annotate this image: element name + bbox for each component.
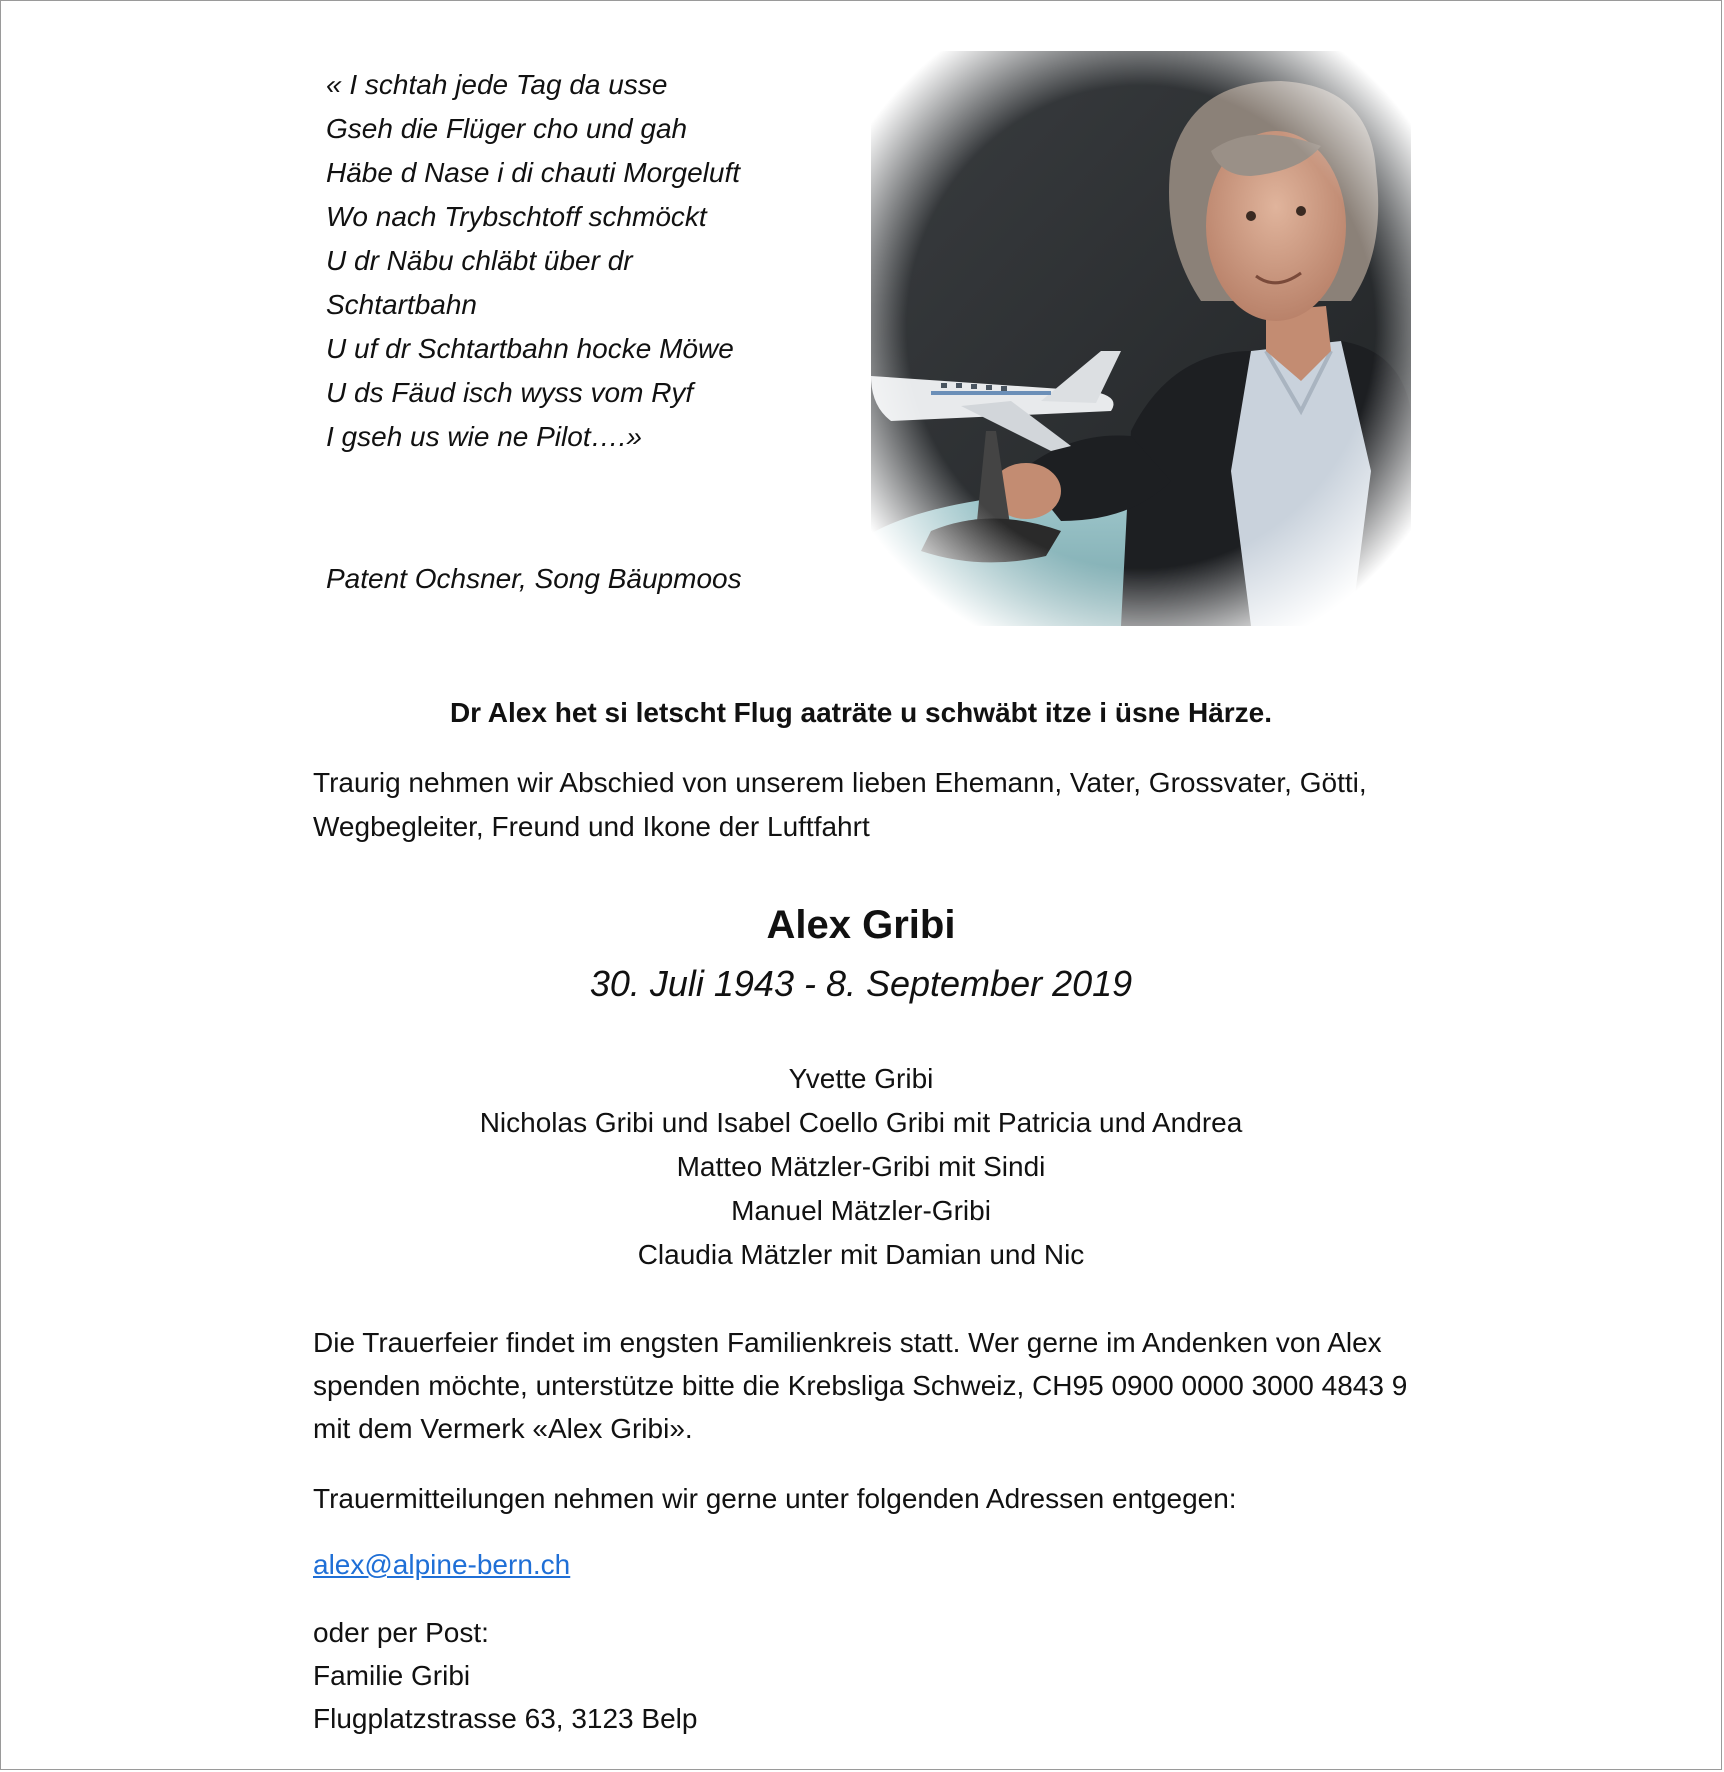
headline: Dr Alex het si letscht Flug aaträte u schwäbt itze i üsne Härze.: [449, 697, 1273, 728]
post-label: oder per Post:: [313, 1617, 489, 1648]
poem-line: U dr Näbu chläbt über dr: [326, 245, 633, 276]
poem-line: Häbe d Nase i di chauti Morgeluft: [326, 157, 740, 188]
family-member: Yvette Gribi: [788, 1063, 934, 1094]
family-member: Manuel Mätzler-Gribi: [731, 1195, 991, 1226]
poem-line: « I schtah jede Tag da usse: [326, 69, 668, 100]
family-member: Claudia Mätzler mit Damian und Nic: [637, 1239, 1085, 1270]
poem-line: Schtartbahn: [326, 289, 477, 320]
condolences-text: Trauermitteilungen nehmen wir gerne unter folgenden Adressen entgegen:: [313, 1483, 1237, 1514]
life-dates: 30. Juli 1943 - 8. September 2019: [589, 963, 1133, 1004]
intro-text: Traurig nehmen wir Abschied von unserem lieben Ehemann, Vater, Grossvater, Götti, Wegbegleiter, Freund und Ikone der Luftfahrt: [313, 767, 1367, 842]
poem-line: U ds Fäud isch wyss vom Ryf: [326, 377, 694, 408]
post-address: Flugplatzstrasse 63, 3123 Belp: [313, 1703, 698, 1734]
ceremony-text: Die Trauerfeier findet im engsten Familienkreis statt. Wer gerne im Andenken von Alex spenden möchte, unterstütze bitte die Krebsliga Schweiz, CH95 0900 0000 3000 4843 9 mit dem Vermerk «Alex Gribi».: [313, 1327, 1408, 1444]
family-list: [1, 1057, 1721, 1277]
poem-line: I gseh us wie ne Pilot….»: [326, 421, 642, 452]
poem-line: Gseh die Flüger cho und gah: [326, 113, 688, 144]
poem-attribution: Patent Ochsner, Song Bäupmoos: [326, 563, 742, 594]
poem: [326, 63, 846, 459]
poem-line: Wo nach Trybschtoff schmöckt: [326, 201, 707, 232]
email-link[interactable]: alex@alpine-bern.ch: [313, 1549, 571, 1580]
post-recipient: Familie Gribi: [313, 1660, 471, 1691]
family-member: Matteo Mätzler-Gribi mit Sindi: [676, 1151, 1046, 1182]
deceased-name: Alex Gribi: [766, 903, 956, 947]
family-member: Nicholas Gribi und Isabel Coello Gribi mit Patricia und Andrea: [479, 1107, 1243, 1138]
poem-line: U uf dr Schtartbahn hocke Möwe: [326, 333, 734, 364]
postal-address: [313, 1611, 697, 1740]
portrait-photo: [871, 51, 1411, 626]
